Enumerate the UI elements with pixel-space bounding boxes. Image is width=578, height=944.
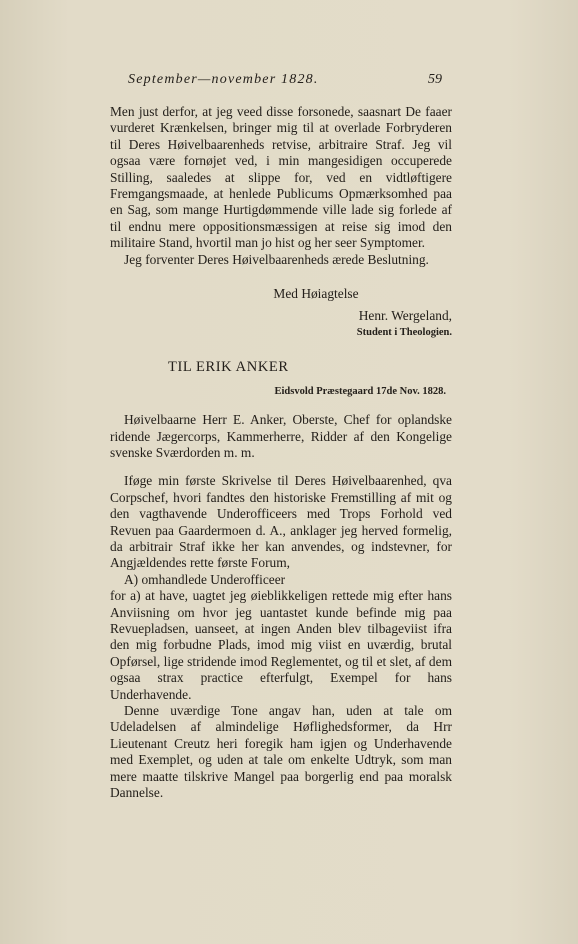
paragraph-4: for a) at have, uagtet jeg øieblikkeligen rettede mig efter hans Anviisning om hvor jeg uantastet kunde befinde mig paa Revuepladsen, uanseet, at ingen Anden blev tilbageviist ifra den mig forbudne Plads, imod mig viist en uværdig, brutal Opførsel, lige stridende imod Reglementet, og til et slet, af dem ogsaa strax practice efterfulgt, Exempel for hans Underhavende. [110,588,452,702]
paragraph-3: Iføge min første Skrivelse til Deres Høivelbaarenhed, qva Corpschef, hvori fandtes den historiske Fremstilling af mit og den vagthavende Underofficeers med Trops Forhold ved Revuen paa Gaardermoen d. A., anklager jeg herved formelig, da arbitrair Straf ikke her kan anvendes, og indstevner, for Angjældendes rette første Forum, [110,473,452,571]
letter-heading: TIL ERIK ANKER [168,359,289,376]
paragraph-5: Denne uværdige Tone angav han, uden at tale om Udeladelsen af almindelige Høflighedsformer, da Hrr Lieutenant Creutz heri foregik ham igjen og Underhavende med Exemplet, og uden at tale om enkelte Udtryk, som man mere maatte tilskrive Mangel paa borgerlig end paa moralsk Dannelse. [110,703,452,801]
paragraph-2: Jeg forventer Deres Høivelbaarenheds ærede Beslutning. [124,251,429,267]
paragraph-1: Men just derfor, at jeg veed disse forsonede, saasnart De faaer vurderet Krænkelsen, bringer mig til at overlade Forbryderen til Deres Høivelbaarenheds retvise, arbitraire Straf. Jeg vil ogsaa være fornøjet ved, i min mangesidigen occuperede Stilling, saaledes at slippe for, ved en vidtløftigere Fremgangsmaade, at henlede Publicums Opmærksomhed paa en Sag, som mange Hurtigdømmende ville lade sig forlede af til endnu mere oppositionsmæssigen at reise sig imod den militaire Stand, hvortil man jo hist og her seer Symptomer. [110,104,452,251]
running-head [0,72,578,92]
section-a-heading: A) omhandlede Underofficeer [124,571,286,587]
body-text [110,104,452,801]
dateline: Eidsvold Præstegaard 17de Nov. 1828. [274,385,446,397]
address-block: Høivelbaarne Herr E. Anker, Oberste, Chef for oplandske ridende Jægercorps, Kammerherre, Ridder af den Kongelige svenske Sværdorden m. m. [110,412,452,460]
page-number: 59 [428,72,442,87]
signature-subtitle: Student i Theologien. [356,326,452,338]
signature: Henr. Wergeland, [358,308,452,324]
closing-phrase: Med Høiagtelse [273,286,359,302]
running-head-title: September—november 1828. [128,72,319,87]
